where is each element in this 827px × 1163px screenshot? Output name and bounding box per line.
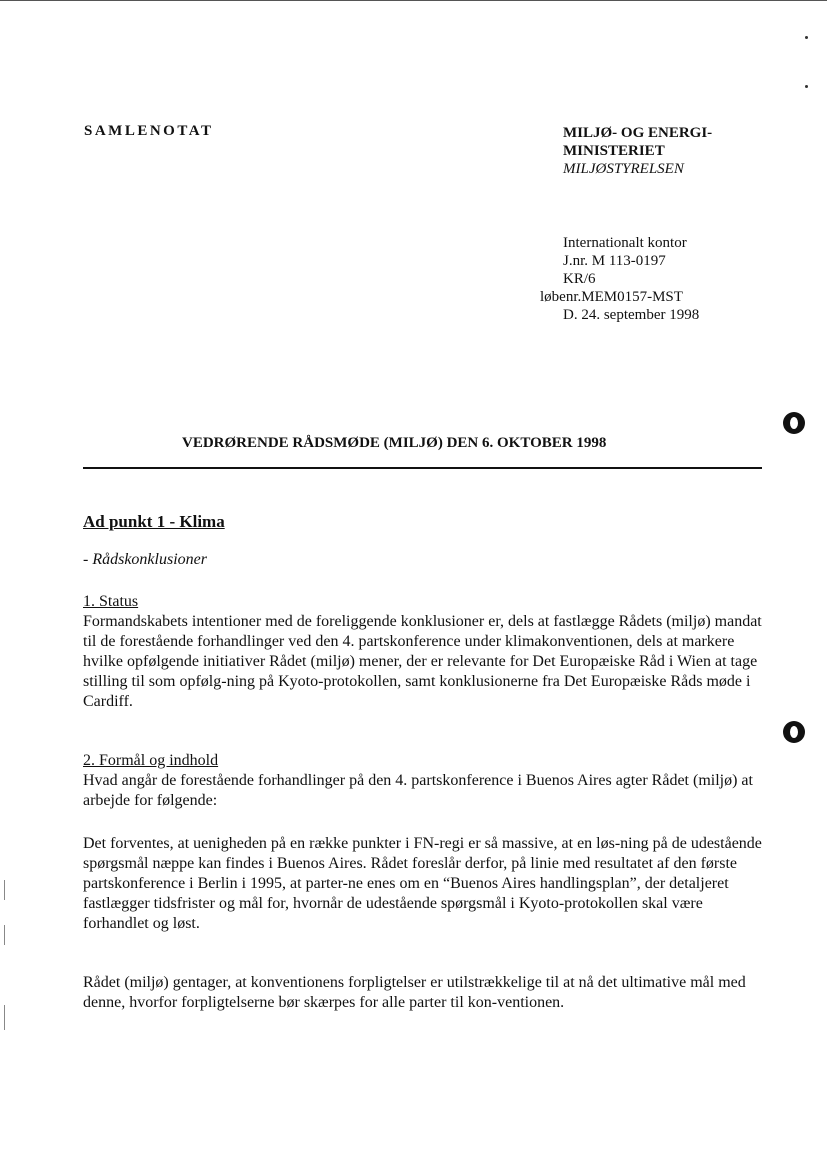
- purpose-intro-paragraph: Hvad angår de forestående forhandlinger på den 4. partskonference i Buenos Aires agter Rådet (miljø) at arbejde for følgende:: [83, 772, 753, 809]
- expectation-paragraph: Det forventes, at uenigheden på en række punkter i FN-regi er så massive, at en løs-ning på de udestående spørgsmål næppe kan findes i Buenos Aires. Rådet foreslår derfor, på linie med resultatet af den første partskonference i Berlin i 1995, at parter-ne enes om en “Buenos Aires handlingsplan”, der detaljeret fastlægger tidsfrister og mål for, hvornår de udestående spørgsmål i Kyoto-protokollen skal være forhandlet og løst.: [83, 835, 762, 932]
- status-heading: 1. Status: [83, 593, 139, 610]
- purpose-section: [83, 751, 763, 811]
- title-divider: [83, 467, 762, 469]
- page-top-border: [0, 0, 827, 1]
- status-paragraph: Formandskabets intentioner med de foreliggende konklusioner er, dels at fastlægge Rådets (miljø) mandat til de forestående forhandlinger ved den 4. partskonference under klimakonventionen, dels at markere hvilke opfølgende initiativer Rådet (miljø) mener, der er relevante for Det Europæiske Råd i Wien at tage stilling til som opfølg-ning på Kyoto-protokollen, samt konklusionerne fra Det Europæiske Råds møde i Cardiff.: [83, 613, 762, 710]
- document-title: VEDRØRENDE RÅDSMØDE (MILJØ) DEN 6. OKTOBER 1998: [182, 435, 607, 451]
- scan-edge-mark: [4, 880, 5, 900]
- punch-hole-mark: [783, 721, 805, 743]
- agency-name: MILJØSTYRELSEN: [563, 161, 684, 177]
- obligations-paragraph: Rådet (miljø) gentager, at konventionens forpligtelser er utilstrækkelige til at nå det ultimative mål med denne, hvorfor forpligtelserne bør skærpes for alle parter til kon-ventionen.: [83, 974, 746, 1011]
- ministry-name-line2: MINISTERIET: [563, 143, 665, 159]
- case-code: KR/6: [563, 271, 596, 287]
- document-type-label: SAMLENOTAT: [84, 123, 214, 139]
- ministry-name-line1: MILJØ- OG ENERGI-: [563, 125, 713, 141]
- scan-speck: [805, 85, 808, 88]
- section-heading: Ad punkt 1 - Klima: [83, 512, 225, 531]
- serial-number: løbenr.MEM0157-MST: [540, 289, 683, 305]
- punch-hole-mark: [783, 412, 805, 434]
- purpose-heading: 2. Formål og indhold: [83, 752, 219, 769]
- section-subheading: - Rådskonklusioner: [83, 551, 207, 568]
- document-date: D. 24. september 1998: [563, 307, 700, 323]
- status-section: [83, 592, 763, 712]
- document-metadata: [540, 234, 699, 324]
- journal-number: J.nr. M 113-0197: [563, 253, 666, 269]
- scan-edge-mark: [4, 925, 5, 945]
- scan-speck: [805, 36, 808, 39]
- organization-block: [563, 124, 712, 178]
- office-name: Internationalt kontor: [563, 235, 687, 251]
- scan-edge-mark: [4, 1005, 5, 1030]
